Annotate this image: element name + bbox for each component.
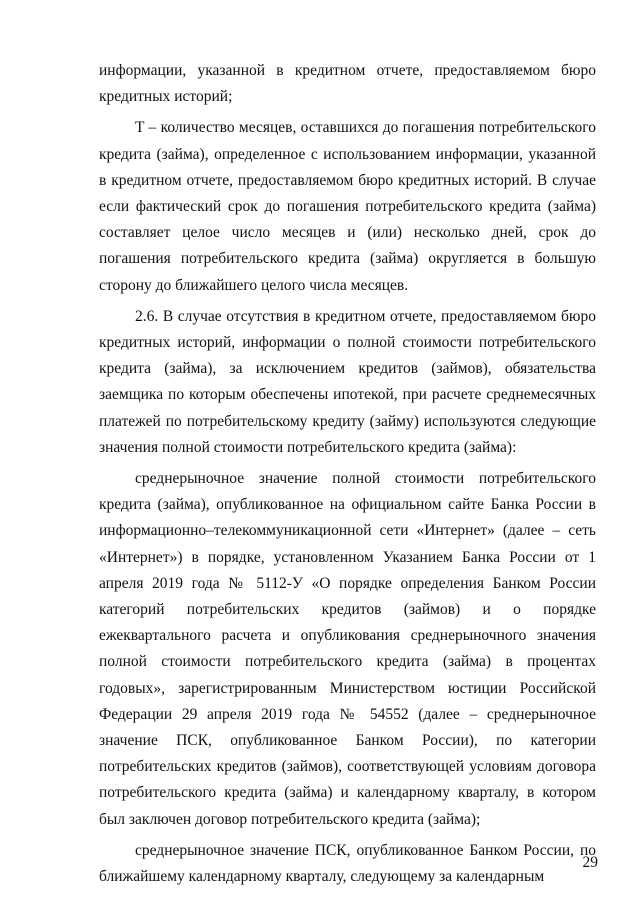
paragraph-continuation: информации, указанной в кредитном отчете, предоставляемом бюро кредитных историй; xyxy=(99,62,596,106)
paragraph-market-average-psk: среднерыночное значение полной стоимости потребительского кредита (займа), опубликованное на официальном сайте Банка России в информационно–телекоммуникационной сети «Интернет» (далее – сеть «Интернет») в порядке, установленном Указанием Банка России от 1 апреля 2019 года № 5112-У «О порядке определения Банком России категорий потребительских кредитов (займов) и о порядке ежеквартального расчета и опубликования среднерыночного значения полной стоимости потребительского кредита (займа) в процентах годовых», зарегистрированным Министерством юстиции Российской Федерации 29 апреля 2019 года № 54552 (далее – среднерыночное значение ПСК, опубликованное Банком России), по категории потребительских кредитов (займов), соответствующей условиям договора потребительского кредита (займа) и календарному кварталу, в котором был заключен договор потребительского кредита (займа); xyxy=(99,470,596,828)
document-body xyxy=(99,58,596,890)
paragraph-2-6: 2.6. В случае отсутствия в кредитном отчете, предоставляемом бюро кредитных историй, информации о полной стоимости потребительского кредита (займа), за исключением кредитов (займов), обязательства заемщика по которым обеспечены ипотекой, при расчете среднемесячных платежей по потребительскому кредиту (займу) используются следующие значения полной стоимости потребительского кредита (займа): xyxy=(99,307,596,456)
paragraph-nearest-quarter: среднерыночное значение ПСК, опубликованное Банком России, по ближайшему календарному кварталу, следующему за календарным xyxy=(99,841,596,886)
page-number: 29 xyxy=(582,854,598,871)
paragraph-t-definition: T – количество месяцев, оставшихся до погашения потребительского кредита (займа), определенное с использованием информации, указанной в кредитном отчете, предоставляемом бюро кредитных историй. В случае если фактический срок до погашения потребительского кредита (займа) составляет целое число месяцев и (или) несколько дней, срок до погашения потребительского кредита (займа) округляется в большую сторону до ближайшего целого числа месяцев. xyxy=(99,119,596,294)
